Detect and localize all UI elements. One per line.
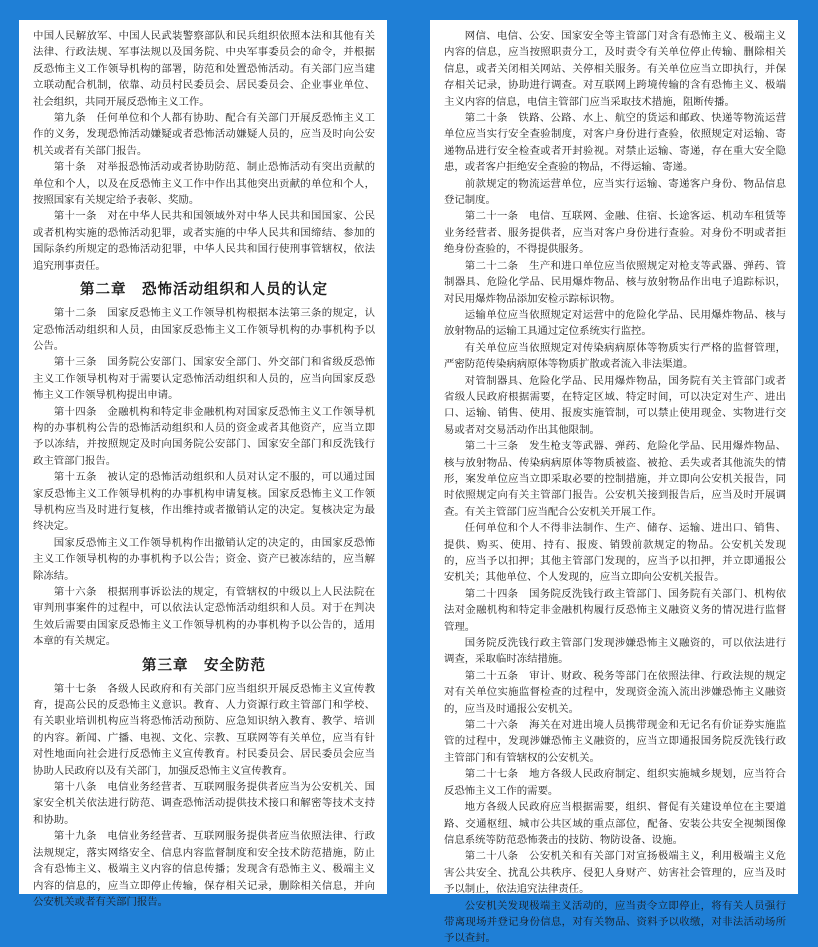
article-paragraph: 中国人民解放军、中国人民武装警察部队和民兵组织依照本法和其他有关法律、行政法规、军事法规以及国务院、中央军事委员会的命令，并根据反恐怖主义工作领导机构的部署，防范和处置恐怖活动。有关部门应当建立联动配合机制，依靠、动员村民委员会、居民委员会、企业事业单位、社会组织，共同开展反恐怖主义工作。 [33, 30, 375, 108]
chapter-heading: 第二章 恐怖活动组织和人员的认定 [80, 282, 328, 299]
article-paragraph: 公安机关发现极端主义活动的，应当责令立即停止，将有关人员强行带离现场并登记身份信息，对有关物品、资料予以收缴，对非法活动场所予以查封。 [444, 899, 786, 945]
article-paragraph: 第二十六条 海关在对进出境人员携带现金和无记名有价证券实施监管的过程中，发现涉嫌恐怖主义融资的，应当立即通报国务院反洗钱行政主管部门和有管辖权的公安机关。 [444, 719, 786, 764]
left-page-content [33, 28, 375, 910]
article-paragraph: 第十六条 根据刑事诉讼法的规定，有管辖权的中级以上人民法院在审判刑事案件的过程中，可以依法认定恐怖活动组织和人员。对于在判决生效后需要由国家反恐怖主义工作领导机构的办事机构予以公告的，适用本章的有关规定。 [33, 586, 375, 648]
article-paragraph: 前款规定的物流运营单位，应当实行运输、寄递客户身份、物品信息登记制度。 [444, 177, 786, 207]
article-paragraph: 第十条 对举报恐怖活动或者协助防范、制止恐怖活动有突出贡献的单位和个人，以及在反恐怖主义工作中作出其他突出贡献的单位和个人，按照国家有关规定给予表彰、奖励。 [33, 161, 375, 207]
article-paragraph: 国家反恐怖主义工作领导机构作出撤销认定的决定的，由国家反恐怖主义工作领导机构的办事机构予以公告；资金、资产已被冻结的，应当解除冻结。 [33, 536, 375, 582]
article-paragraph: 第二十条 铁路、公路、水上、航空的货运和邮政、快递等物流运营单位应当实行安全查验制度，对客户身份进行查验，依照规定对运输、寄递物品进行安全检查或者开封验视。对禁止运输、寄递，存在重大安全隐患，或者客户拒绝安全查验的物品，不得运输、寄递。 [444, 112, 786, 174]
right-page [430, 20, 798, 945]
article-paragraph: 第十八条 电信业务经营者、互联网服务提供者应当为公安机关、国家安全机关依法进行防范、调查恐怖活动提供技术接口和解密等技术支持和协助。 [33, 781, 375, 826]
article-paragraph: 第二十一条 电信、互联网、金融、住宿、长途客运、机动车租赁等业务经营者、服务提供者，应当对客户身份进行查验。对身份不明或者拒绝身份查验的，不得提供服务。 [444, 210, 786, 256]
article-paragraph: 第二十三条 发生枪支等武器、弹药、危险化学品、民用爆炸物品、核与放射物品、传染病病原体等物质被盗、被抢、丢失或者其他流失的情形，案发单位应当立即采取必要的控制措施，并立即向公安机关报告，同时依照规定向有关主管部门报告。公安机关接到报告后，应当及时开展调查。有关主管部门应当配合公安机关开展工作。 [444, 440, 786, 518]
article-paragraph: 第十九条 电信业务经营者、互联网服务提供者应当依照法律、行政法规规定，落实网络安全、信息内容监督制度和安全技术防范措施，防止含有恐怖主义、极端主义内容的信息传播；发现含有恐怖主义、极端主义内容的信息的，应当立即停止传输，保存相关记录，删除相关信息，并向公安机关或者有关部门报告。 [33, 830, 375, 908]
article-paragraph: 国务院反洗钱行政主管部门发现涉嫌恐怖主义融资的，可以依法进行调查，采取临时冻结措施。 [444, 637, 786, 666]
article-paragraph: 任何单位和个人不得非法制作、生产、储存、运输、进出口、销售、提供、购买、使用、持有、报废、销毁前款规定的物品。公安机关发现的，应当予以扣押；其他主管部门发现的，应当予以扣押，并立即通报公安机关；其他单位、个人发现的，应当立即向公安机关报告。 [444, 522, 786, 584]
article-paragraph: 运输单位应当依照规定对运营中的危险化学品、民用爆炸物品、核与放射物品的运输工具通过定位系统实行监控。 [444, 308, 786, 338]
article-paragraph: 第十二条 国家反恐怖主义工作领导机构根据本法第三条的规定，认定恐怖活动组织和人员，由国家反恐怖主义工作领导机构的办事机构予以公告。 [33, 307, 375, 352]
left-page [19, 20, 387, 908]
article-paragraph: 第二十二条 生产和进口单位应当依照规定对枪支等武器、弹药、管制器具、危险化学品、民用爆炸物品、核与放射物品作出电子追踪标识，对民用爆炸物品添加安检示踪标识物。 [444, 259, 786, 305]
article-paragraph: 第二十四条 国务院反洗钱行政主管部门、国务院有关部门、机构依法对金融机构和特定非金融机构履行反恐怖主义融资义务的情况进行监督管理。 [444, 587, 786, 633]
article-paragraph: 第十四条 金融机构和特定非金融机构对国家反恐怖主义工作领导机构的办事机构公告的恐怖活动组织和人员的资金或者其他资产，应当立即予以冻结，并按照规定及时向国务院公安部门、国家安全部门和反洗钱行政主管部门报告。 [33, 405, 375, 467]
right-page-content [444, 28, 786, 947]
article-paragraph: 第九条 任何单位和个人都有协助、配合有关部门开展反恐怖主义工作的义务，发现恐怖活动嫌疑或者恐怖活动嫌疑人员的，应当及时向公安机关或者有关部门报告。 [33, 112, 375, 157]
article-paragraph: 第十一条 对在中华人民共和国领域外对中华人民共和国国家、公民或者机构实施的恐怖活动犯罪，或者实施的中华人民共和国缔结、参加的国际条约所规定的恐怖活动犯罪，中华人民共和国行使刑事管辖权，依法追究刑事责任。 [33, 210, 375, 272]
chapter-heading: 第三章 安全防范 [142, 657, 266, 674]
article-paragraph: 第二十七条 地方各级人民政府制定、组织实施城乡规划，应当符合反恐怖主义工作的需要。 [444, 768, 786, 797]
article-paragraph: 第十三条 国务院公安部门、国家安全部门、外交部门和省级反恐怖主义工作领导机构对于需要认定恐怖活动组织和人员的，应当向国家反恐怖主义工作领导机构提出申请。 [33, 356, 375, 402]
article-paragraph: 第十七条 各级人民政府和有关部门应当组织开展反恐怖主义宣传教育，提高公民的反恐怖主义意识。教育、人力资源行政主管部门和学校、有关职业培训机构应当将恐怖活动预防、应急知识纳入教育、教学、培训的内容。新闻、广播、电视、文化、宗教、互联网等有关单位，应当有针对性地面向社会进行反恐怖主义宣传教育。村民委员会、居民委员会应当协助人民政府以及有关部门，加强反恐怖主义宣传教育。 [33, 682, 375, 777]
article-paragraph: 第二十八条 公安机关和有关部门对宣扬极端主义，利用极端主义危害公共安全、扰乱公共秩序、侵犯人身财产、妨害社会管理的，应当及时予以制止，依法追究法律责任。 [444, 850, 786, 896]
article-paragraph: 地方各级人民政府应当根据需要，组织、督促有关建设单位在主要道路、交通枢纽、城市公共区域的重点部位，配备、安装公共安全视频图像信息系统等防范恐怖袭击的技防、物防设备、设施。 [444, 801, 786, 846]
article-paragraph: 对管制器具、危险化学品、民用爆炸物品，国务院有关主管部门或者省级人民政府根据需要，在特定区域、特定时间，可以决定对生产、进出口、运输、销售、使用、报废实施管制，可以禁止使用现金、实物进行交易或者对交易活动作出其他限制。 [444, 374, 786, 436]
article-paragraph: 有关单位应当依照规定对传染病病原体等物质实行严格的监督管理，严密防范传染病病原体等物质扩散或者流入非法渠道。 [444, 341, 786, 371]
article-paragraph: 第二十五条 审计、财政、税务等部门在依照法律、行政法规的规定对有关单位实施监督检查的过程中，发现资金流入流出涉嫌恐怖主义融资的，应当及时通报公安机关。 [444, 669, 786, 715]
article-paragraph: 网信、电信、公安、国家安全等主管部门对含有恐怖主义、极端主义内容的信息，应当按照职责分工，及时责令有关单位停止传输、删除相关信息，或者关闭相关网站、关停相关服务。有关单位应当立即执行，并保存相关记录，协助进行调查。对互联网上跨境传输的含有恐怖主义、极端主义内容的信息，电信主管部门应当采取技术措施，阻断传播。 [444, 30, 786, 108]
article-paragraph: 第十五条 被认定的恐怖活动组织和人员对认定不服的，可以通过国家反恐怖主义工作领导机构的办事机构申请复核。国家反恐怖主义工作领导机构应当及时进行复核，作出维持或者撤销认定的决定。复核决定为最终决定。 [33, 471, 375, 533]
